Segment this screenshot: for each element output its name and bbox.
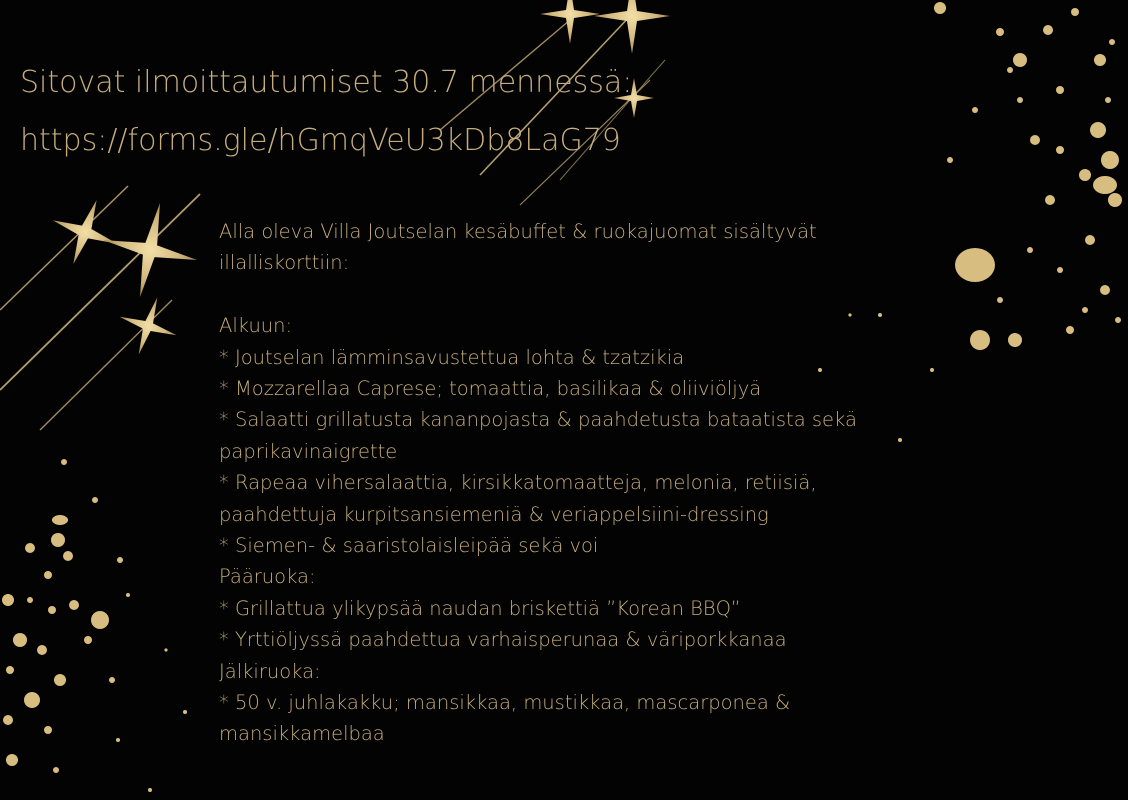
menu-item-continued: mansikkamelbaa xyxy=(219,722,385,746)
section-heading-dessert: Jälkiruoka: xyxy=(219,659,321,683)
menu-item: * Joutselan lämminsavustettua lohta & tzatzikia xyxy=(219,345,685,369)
four-point-star-icon xyxy=(110,288,186,364)
section-heading-main-course: Pääruoka: xyxy=(219,565,316,589)
menu-intro: Alla oleva Villa Joutselan kesäbuffet & ruokajuomat sisältyvät xyxy=(219,220,817,243)
four-point-star-icon xyxy=(594,0,670,54)
sparkle-trail-left xyxy=(0,186,200,430)
registration-deadline: Sitovat ilmoittautumiset 30.7 mennessä: xyxy=(20,65,633,100)
menu-item: * Yrttiöljyssä paahdettua varhaisperunaa & väriporkkanaa xyxy=(219,628,787,652)
buffet-menu xyxy=(219,216,1099,750)
section-heading-starters: Alkuun: xyxy=(219,314,293,338)
registration-headline xyxy=(20,54,1020,170)
menu-item-continued: paahdettuja kurpitsansiemeniä & veriappelsiini-dressing xyxy=(219,502,769,526)
menu-item: * Rapeaa vihersalaattia, kirsikkatomaatteja, melonia, retiisiä, xyxy=(219,471,817,495)
menu-item: * Mozzarellaa Caprese; tomaattia, basilikaa & oliiviöljyä xyxy=(219,377,762,401)
menu-item: * Siemen- & saaristolaisleipää sekä voi xyxy=(219,534,599,558)
four-point-star-icon xyxy=(41,188,128,275)
menu-item: * Salaatti grillatusta kananpojasta & paahdetusta bataatista sekä xyxy=(219,408,857,432)
gold-splatter-icon xyxy=(2,459,187,792)
menu-item: * 50 v. juhlakakku; mansikkaa, mustikkaa, mascarponea & xyxy=(219,691,791,715)
menu-item: * Grillattua ylikypsää naudan briskettiä ”Korean BBQ” xyxy=(219,596,741,620)
four-point-star-icon xyxy=(93,193,207,307)
menu-spacer xyxy=(219,279,1099,310)
menu-intro-continued: illalliskorttiin: xyxy=(219,251,350,275)
registration-link[interactable]: https://forms.gle/hGmqVeU3kDb8LaG79 xyxy=(20,123,621,158)
menu-item-continued: paprikavinaigrette xyxy=(219,439,398,463)
